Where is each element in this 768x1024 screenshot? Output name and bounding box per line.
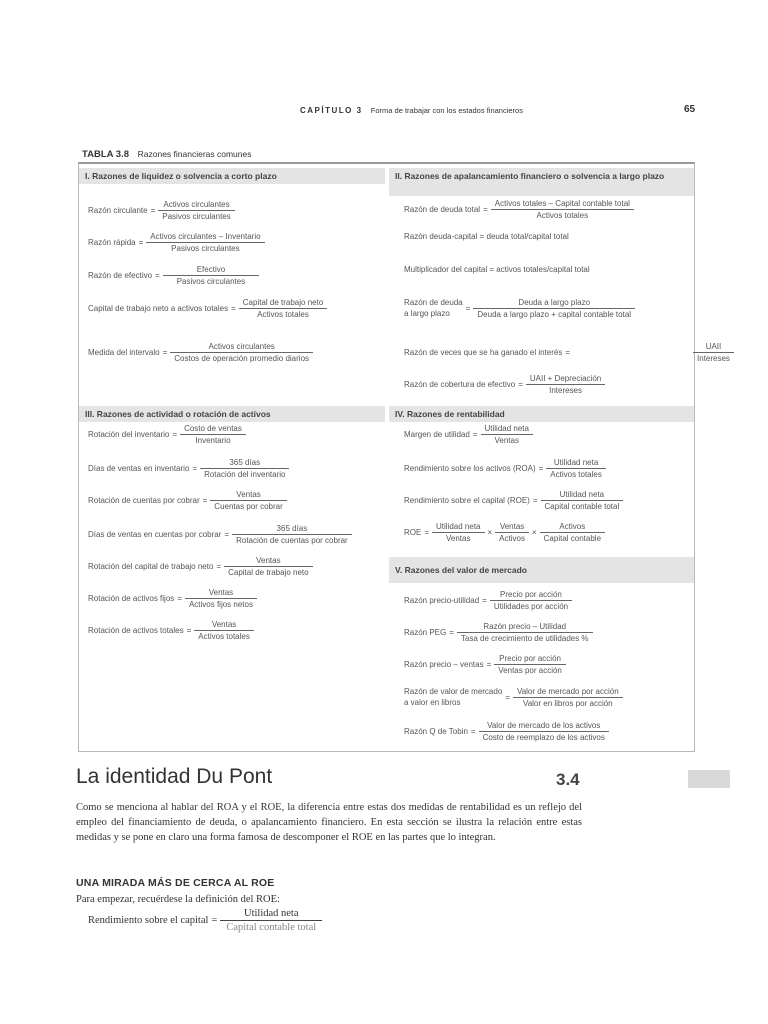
denominator: Activos totales [194,630,254,641]
formula-cobertura-efectivo [404,374,605,395]
equals-sign: = [138,238,144,247]
table-label: TABLA 3.8 [82,149,129,160]
formula-name: Razón de veces que se ha ganado el interés [404,348,563,357]
numerator: Ventas [236,490,261,499]
running-header [300,106,523,115]
formula-medida-intervalo [88,342,313,363]
numerator: Utilidad neta [559,490,605,499]
numerator: Precio por acción [499,654,561,663]
denominator: Valor en libros por acción [513,697,623,708]
equals-sign: = [505,692,510,702]
formula-name: Días de ventas en inventario [88,464,190,473]
formula-name: Razón rápida [88,238,136,247]
equals-sign: = [231,304,236,313]
fraction [146,232,264,253]
times-sign: × [487,528,493,537]
formula-razon-rapida [88,232,265,253]
formula-roa [404,458,606,479]
numerator: UAII + Depreciación [529,374,602,383]
equals-sign: = [518,380,523,389]
formula-name: Rotación del capital de trabajo neto [88,562,214,571]
denominator: Costos de operación promedio diarios [170,352,313,363]
denominator: Deuda a largo plazo + capital contable total [473,308,635,319]
formula-multiplicador-capital: Multiplicador del capital = activos totales/capital total [404,265,590,274]
denominator: Intereses [526,384,605,395]
equals-sign: = [470,727,476,736]
denominator: Pasivos circulantes [146,242,264,253]
denominator: Capital contable total [220,920,322,933]
numerator: Capital de trabajo neto [242,298,324,307]
equals-sign: = [211,915,218,926]
denominator: Utilidades por acción [490,600,572,611]
formula-rotacion-activos-totales [88,620,254,641]
ratios-table [78,162,730,752]
formula-name: Razón PEG [404,628,447,637]
numerator: Activos circulantes [208,342,275,351]
formula-name: Rotación del inventario [88,430,170,439]
fraction [473,298,635,319]
equals-sign: = [483,205,488,214]
denominator: Rotación de cuentas por cobrar [232,534,352,545]
numerator: 365 días [276,524,308,533]
formula-veces-interes [404,342,734,363]
formula-name: Razón precio – ventas [404,660,484,669]
formula-razon-deuda-largo-plazo [404,297,635,319]
denominator: Capital contable total [541,500,624,511]
equals-sign: = [482,596,487,605]
numerator: Activos circulantes – Inventario [150,232,261,241]
numerator: Valor de mercado de los activos [487,721,601,730]
equals-sign: = [532,496,538,505]
equals-sign: = [186,626,192,635]
numerator: 365 días [229,458,261,467]
formula-capital-trabajo-neto [88,298,327,319]
formula-roe-identity [404,522,605,543]
denominator: Activos [495,532,529,543]
section-profitability-header: IV. Razones de rentabilidad [389,406,694,422]
equals-sign: = [155,271,160,280]
formula-name: Días de ventas en cuentas por cobrar [88,530,222,539]
equals-sign: = [177,594,182,603]
fraction [232,524,352,545]
denominator: Capital contable [540,532,605,543]
chapter-label: CAPÍTULO 3 [300,106,363,115]
fraction [185,588,257,609]
formula-name: Razón de cobertura de efectivo [404,380,516,389]
fraction [495,522,529,543]
numerator: Valor de mercado por acción [516,686,619,696]
fraction [170,342,313,363]
numerator: Razón precio – Utilidad [483,622,567,631]
denominator: Pasivos circulantes [158,210,234,221]
fraction [220,908,322,933]
equals-sign: = [224,530,230,539]
formula-razon-peg [404,622,593,643]
formula-name [404,686,502,708]
denominator: Intereses [693,352,734,363]
fraction [494,654,566,675]
fraction [194,620,254,641]
equals-sign: = [565,348,571,357]
equals-sign: = [192,464,198,473]
fraction [541,490,624,511]
section-title: La identidad Du Pont [76,765,273,788]
formula-rotacion-cuentas-cobrar [88,490,287,511]
formula-name-line: Razón de valor de mercado [404,687,503,696]
fraction [540,522,605,543]
numerator: Utilidad neta [436,522,481,531]
section-marker-bar [688,770,730,788]
table-title: Razones financieras comunes [137,149,252,159]
numerator: Activos circulantes [163,200,230,209]
equals-sign: = [162,348,168,357]
formula-margen-utilidad [404,424,533,445]
formula-razon-deuda-capital: Razón deuda-capital = deuda total/capital total [404,232,569,241]
intro-line: Para empezar, recuérdese la definición del ROE: [76,894,280,905]
fraction [163,265,259,286]
equals-sign: = [424,528,430,537]
fraction [546,458,606,479]
numerator: Ventas [208,588,234,597]
numerator: UAII [705,342,722,351]
formula-razon-deuda-total [404,199,634,220]
fraction [224,556,313,577]
numerator: Ventas [256,556,281,565]
formula-name-line: Razón de deuda [404,298,463,307]
fraction [432,522,484,543]
formula-name-line: a valor en libros [404,698,461,707]
formula-name: Razón de deuda total [404,205,481,214]
fraction [526,374,605,395]
formula-precio-ventas [404,654,566,675]
formula-name: Razón circulante [88,206,148,215]
chapter-title: Forma de trabajar con los estados financieros [370,106,523,115]
denominator: Pasivos circulantes [163,275,259,286]
numerator: Utilidad neta [243,908,299,919]
denominator: Capital de trabajo neto [224,566,313,577]
fraction [479,721,609,742]
equals-sign: = [486,660,492,669]
equals-sign: = [472,430,478,439]
denominator: Activos totales [546,468,606,479]
numerator: Deuda a largo plazo [518,297,591,307]
numerator: Efectivo [196,265,226,274]
numerator: Utilidad neta [553,458,599,467]
numerator: Ventas [499,522,525,531]
denominator: Rotación del inventario [200,468,289,479]
formula-name: Margen de utilidad [404,430,470,439]
formula-rotacion-inventario [88,424,246,445]
section-leverage-header: II. Razones de apalancamiento financiero o solvencia a largo plazo [389,168,694,196]
section-number: 3.4 [556,770,580,789]
fraction [239,298,328,319]
formula-razon-circulante [88,200,235,221]
formula-name: Rendimiento sobre el capital (ROE) [404,496,530,505]
formula-name-line: a largo plazo [404,309,450,318]
formula-dias-ventas-inventario [88,458,289,479]
formula-name: Rotación de activos totales [88,626,184,635]
formula-roe [404,490,623,511]
fraction [180,424,246,445]
formula-name: Capital de trabajo neto a activos totales [88,304,229,313]
denominator: Cuentas por cobrar [210,500,286,511]
formula-name: Razón precio-utilidad [404,596,480,605]
formula-name: Razón de efectivo [88,271,153,280]
formula-name: ROE [404,528,422,537]
section-market-header: V. Razones del valor de mercado [389,557,694,583]
formula-dias-ventas-cuentas [88,524,352,545]
fraction [457,622,593,643]
fraction [158,200,234,221]
equals-sign: = [538,464,544,473]
formula-precio-utilidad [404,590,572,611]
formula-name [404,297,463,319]
formula-name: Medida del intervalo [88,348,160,357]
times-sign: × [531,528,537,537]
equals-sign: = [449,628,454,637]
denominator: Ventas [481,434,533,445]
fraction [200,458,289,479]
denominator: Activos fijos netos [185,598,257,609]
page-number: 65 [684,104,696,115]
denominator: Costo de reemplazo de los activos [479,731,609,742]
fraction [693,342,734,363]
numerator: Activos totales – Capital contable total [494,199,630,208]
numerator: Precio por acción [500,590,562,599]
denominator: Inventario [180,434,246,445]
roe-definition [88,908,322,933]
formula-razon-efectivo [88,265,259,286]
formula-rotacion-capital-trabajo [88,556,313,577]
denominator: Ventas [432,532,484,543]
section-paragraph: Como se menciona al hablar del ROA y el ROE, la diferencia entre estas dos medidas de rentabilidad es un reflejo del empleo del financiamiento de deuda, o apalancamiento financiero. En esta sección se ilustra la relación entre estas medidas y se pone en claro una forma famosa de descomponer el ROE en las partes que lo integran. [76,802,582,843]
formula-name: Rendimiento sobre los activos (ROA) [404,464,536,473]
formula-name: Rotación de activos fijos [88,594,175,603]
fraction [513,687,623,708]
fraction [491,199,634,220]
section-liquidity-header: I. Razones de liquidez o solvencia a corto plazo [79,168,385,184]
denominator: Activos totales [239,308,328,319]
formula-q-tobin [404,721,609,742]
formula-name: Razón Q de Tobin [404,727,468,736]
section-activity-header: III. Razones de actividad o rotación de activos [79,406,385,422]
formula-name: Rendimiento sobre el capital [88,915,209,926]
fraction [481,424,533,445]
formula-valor-mercado-libros [404,686,623,708]
equals-sign: = [202,496,208,505]
numerator: Activos [559,522,586,531]
denominator: Tasa de crecimiento de utilidades % [457,632,593,643]
formula-rotacion-activos-fijos [88,588,257,609]
denominator: Ventas por acción [494,664,566,675]
equals-sign: = [465,303,471,313]
numerator: Utilidad neta [484,424,529,433]
subsection-heading: UNA MIRADA MÁS DE CERCA AL ROE [76,877,275,889]
formula-name: Rotación de cuentas por cobrar [88,496,200,505]
equals-sign: = [150,206,156,215]
numerator: Costo de ventas [184,424,242,433]
equals-sign: = [216,562,222,571]
numerator: Ventas [211,620,237,629]
denominator: Activos totales [491,209,634,220]
equals-sign: = [172,430,178,439]
fraction [490,590,572,611]
table-caption [82,149,252,160]
fraction [210,490,286,511]
